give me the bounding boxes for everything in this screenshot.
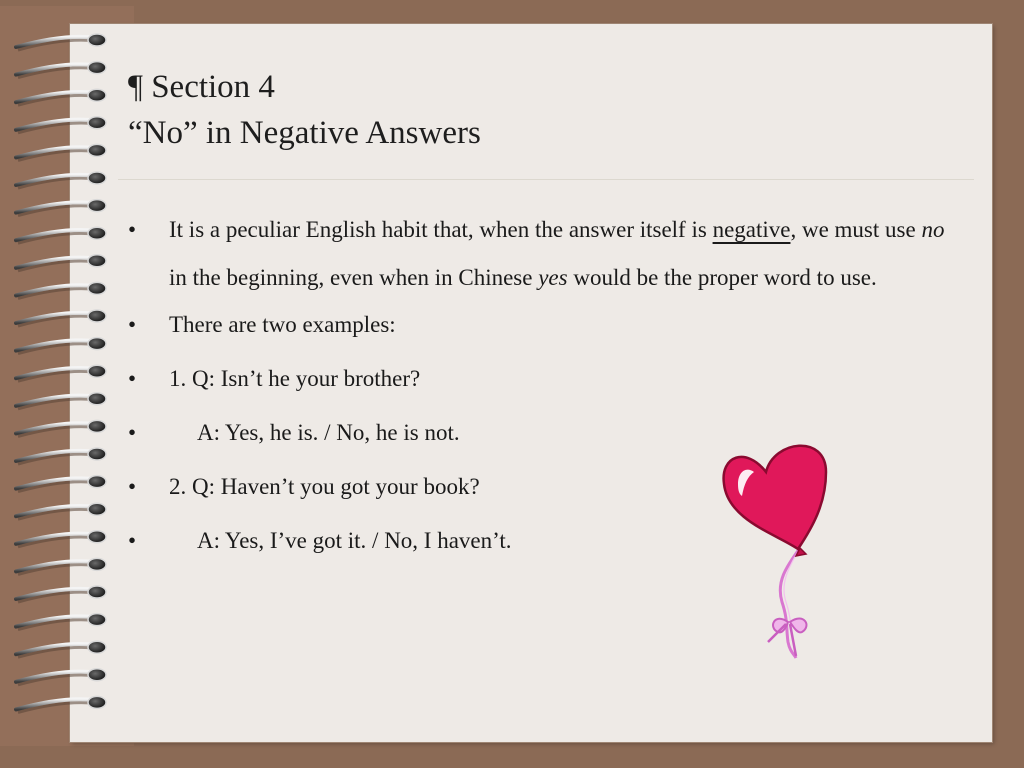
- bullet-text: [169, 217, 944, 290]
- binding-ring: [16, 420, 106, 436]
- binding-ring: [16, 34, 106, 50]
- italic-word: no: [921, 217, 945, 242]
- binding-ring: [16, 641, 106, 657]
- text-run: , we must use: [790, 217, 922, 242]
- title-line-1: ¶ Section 4: [128, 69, 275, 105]
- balloon-string: [780, 548, 800, 658]
- bullet-item: [128, 206, 968, 302]
- bullet-marker: •: [128, 217, 137, 242]
- bullet-text: A: Yes, I’ve got it. / No, I haven’t.: [197, 528, 512, 553]
- bullet-item: [128, 470, 968, 503]
- binding-ring: [16, 476, 106, 492]
- slide-title: [128, 64, 481, 156]
- binding-ring: [16, 586, 106, 602]
- bullet-marker: •: [128, 366, 137, 391]
- spiral-binding-icon: [0, 0, 130, 768]
- binding-ring: [16, 117, 106, 133]
- binding-ring: [16, 558, 106, 574]
- bullet-item: [128, 524, 968, 557]
- text-run: It is a peculiar English habit that, when the answer itself is: [169, 217, 713, 242]
- bullet-item: [128, 416, 968, 449]
- binding-ring: [16, 255, 106, 271]
- binding-ring: [16, 669, 106, 685]
- bullet-text: There are two examples:: [169, 312, 396, 337]
- title-line-2: “No” in Negative Answers: [128, 115, 481, 151]
- binding-ring: [16, 227, 106, 243]
- binding-ring: [16, 393, 106, 409]
- binding-ring: [16, 614, 106, 630]
- text-run: would be the proper word to use.: [567, 265, 877, 290]
- binding-ring: [16, 172, 106, 188]
- title-divider: [118, 179, 974, 180]
- text-run: in the beginning, even when in Chinese: [169, 265, 539, 290]
- heart-balloon-icon: [716, 432, 836, 664]
- bullet-marker: •: [128, 312, 137, 337]
- bullet-marker: •: [128, 528, 137, 553]
- bullet-text: A: Yes, he is. / No, he is not.: [197, 420, 460, 445]
- binding-ring: [16, 200, 106, 216]
- binding-ring: [16, 282, 106, 298]
- bullet-item: [128, 362, 968, 395]
- bullet-text: 2. Q: Haven’t you got your book?: [169, 474, 480, 499]
- bullet-text: 1. Q: Isn’t he your brother?: [169, 366, 421, 391]
- binding-ring: [16, 338, 106, 354]
- binding-ring: [16, 448, 106, 464]
- bullet-item: [128, 308, 968, 341]
- binding-ring: [16, 310, 106, 326]
- binding-ring: [16, 503, 106, 519]
- binding-ring: [16, 696, 106, 712]
- binding-ring: [16, 365, 106, 381]
- binding-ring: [16, 89, 106, 105]
- binding-ring: [16, 144, 106, 160]
- binding-ring: [16, 62, 106, 78]
- binding-ring: [16, 531, 106, 547]
- balloon-heart: [724, 446, 826, 549]
- bullet-marker: •: [128, 474, 137, 499]
- underlined-word: negative: [712, 217, 791, 242]
- italic-word: yes: [538, 265, 568, 290]
- bullet-list: [128, 206, 968, 578]
- bullet-marker: •: [128, 420, 137, 445]
